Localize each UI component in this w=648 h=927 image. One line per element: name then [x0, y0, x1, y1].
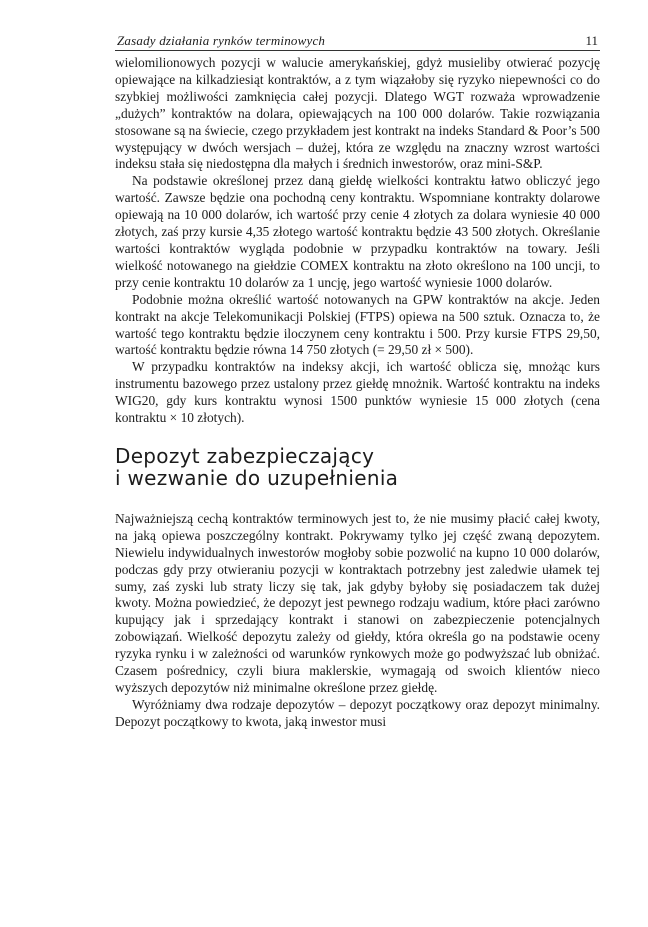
- section-heading: [115, 445, 600, 489]
- page-number: 11: [585, 33, 598, 48]
- section-heading-line: Depozyt zabezpieczający: [115, 443, 375, 468]
- body-text: [115, 55, 600, 731]
- section-heading-line: i wezwanie do uzupełnienia: [115, 465, 399, 490]
- book-page: [115, 30, 600, 731]
- paragraph: Wyróżniamy dwa rodzaje depozytów – depozyt początkowy oraz depozyt minimalny. Depozyt początkowy to kwota, jaką inwestor musi: [115, 696, 600, 729]
- paragraph: Na podstawie określonej przez daną giełdę wielkości kontraktu łatwo obliczyć jego wartość. Zawsze będzie ona pochodną ceny kontraktu. Wspomniane kontrakty dolarowe opiewają na 10 000 dolarów, ich wartość przy cenie 4 złotych za dolara wyniesie 40 000 złotych, zaś przy kursie 4,35 złotego wartość kontraktu będzie 43 500 złotych. Określanie wartości kontraktów wygląda podobnie w przypadku kontraktów na towary. Jeśli wielkość notowanego na giełdzie COMEX kontraktu na złoto określono na 100 uncji, to przy cenie kontraktu 10 dolarów za 1 uncję, jego wartość wyniesie 1000 dolarów.: [115, 173, 600, 290]
- paragraph-continuation: wielomilionowych pozycji w walucie amerykańskiej, gdyż musieliby otwierać pozycję opiewające na kilkadziesiąt kontraktów, a z tym wiązałoby się ryzyko niepewności co do szybkiej możliwości zamknięcia całej pozycji. Dlatego WGT rozważa wprowadzenie „dużych” kontraktów na dolara, opiewających na 100 000 dolarów. Takie rozwiązania stosowane są na świecie, czego przykładem jest kontrakt na indeks Standard & Poor’s 500 występujący w dwóch wersjach – dużej, która ze względu na znaczny wzrost wartości indeksu stała się niedostępna dla małych i średnich inwestorów, oraz mini-S&P.: [115, 55, 600, 172]
- running-header-title: Zasady działania rynków terminowych: [117, 33, 326, 48]
- paragraph: Najważniejszą cechą kontraktów terminowych jest to, że nie musimy płacić całej kwoty, na jaką opiewa poszczególny kontrakt. Pokrywamy tylko jej część zwaną depozytem. Niewielu indywidualnych inwestorów mogłoby sobie pozwolić na kupno 10 000 dolarów, podczas gdy przy otwieraniu pozycji w kontraktach potrzebny jest zaledwie ułamek tej sumy, zaś zyski lub straty liczy się tak, jak gdyby byłoby się posiadaczem tak dużej kwoty. Można powiedzieć, że depozyt jest pewnego rodzaju wadium, które płaci zarówno kupujący jak i sprzedający kontrakt i stanowi on zabezpieczenie potencjalnych zobowiązań. Wielkość depozytu zależy od giełdy, która określa go na podstawie oceny ryzyka rynku i w zależności od warunków rynkowych może go podwyższać lub obniżać. Czasem pośrednicy, czyli biura maklerskie, wymagają od swoich klientów nieco wyższych depozytów niż minimalne określone przez giełdę.: [115, 510, 600, 695]
- paragraph: Podobnie można określić wartość notowanych na GPW kontraktów na akcje. Jeden kontrakt na akcje Telekomunikacji Polskiej (FTPS) opiewa na 500 sztuk. Oznacza to, że wartość tego kontraktu będzie iloczynem ceny kontraktu i 500. Przy kursie FTPS 29,50, wartość kontraktu będzie równa 14 750 złotych (= 29,50 zł × 500).: [115, 291, 600, 358]
- running-header: [115, 30, 600, 51]
- paragraph: W przypadku kontraktów na indeksy akcji, ich wartość oblicza się, mnożąc kurs instrumentu bazowego przez ustalony przez giełdę mnożnik. Wartość kontraktu na indeks WIG20, gdy kurs kontraktu wynosi 1500 punktów wyniesie 15 000 złotych (cena kontraktu × 10 złotych).: [115, 359, 600, 426]
